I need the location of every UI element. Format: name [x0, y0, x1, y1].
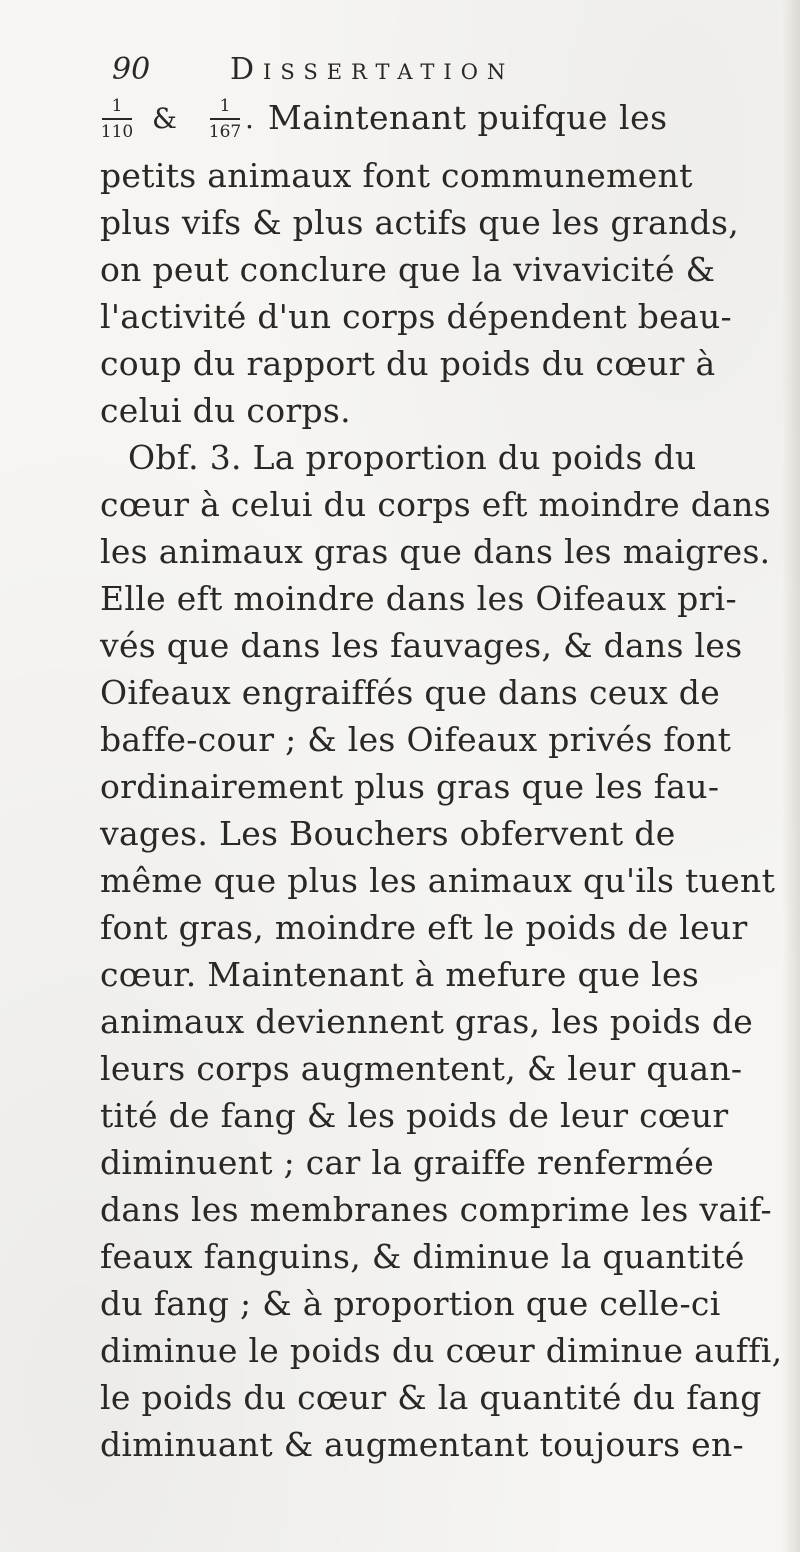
text-line: diminuant & augmentant toujours en- — [100, 1425, 745, 1464]
text-line: Oifeaux engraiffés que dans ceux de — [100, 673, 721, 712]
text-line: vages. Les Bouchers obfervent de — [100, 814, 676, 853]
text-line: font gras, moindre eft le poids de leur — [100, 908, 748, 947]
text-line: dans les membranes comprime les vaif- — [100, 1190, 772, 1229]
text-line: les animaux gras que dans les maigres. — [100, 532, 771, 571]
ampersand: & — [152, 102, 177, 135]
text-line: leurs corps augmentent, & leur quan- — [100, 1049, 743, 1088]
text-line: ordinairement plus gras que les fau- — [100, 767, 720, 806]
text-line: du fang ; & à proportion que celle-ci — [100, 1284, 721, 1323]
fraction-denominator: 167 — [208, 122, 242, 142]
text-line: animaux deviennent gras, les poids de — [100, 1002, 754, 1041]
fraction-denominator: 110 — [100, 122, 134, 142]
page-edge-shadow — [782, 0, 800, 1552]
text-line: le poids du cœur & la quantité du fang — [100, 1378, 762, 1417]
text-line: l'activité d'un corps dépendent beau- — [100, 297, 732, 336]
fraction-one-110 — [100, 96, 134, 142]
opening-line-text: Maintenant puifque les — [268, 98, 668, 137]
running-title: Dissertation — [230, 52, 515, 87]
text-line: on peut conclure que la vivavicité & — [100, 250, 716, 289]
text-line: plus vifs & plus actifs que les grands, — [100, 203, 740, 242]
fraction-one-167 — [208, 96, 242, 142]
text-line: baffe-cour ; & les Oifeaux privés font — [100, 720, 732, 759]
page-number: 90 — [112, 52, 151, 87]
text-line: même que plus les animaux qu'ils tuent — [100, 861, 776, 900]
fraction-numerator: 1 — [111, 96, 123, 116]
text-line: vés que dans les fauvages, & dans les — [100, 626, 743, 665]
opening-line — [100, 96, 760, 156]
text-line: tité de fang & les poids de leur cœur — [100, 1096, 729, 1135]
text-line: petits animaux font communement — [100, 156, 693, 195]
fraction-bar — [102, 118, 132, 120]
text-line: diminue le poids du cœur diminue auffi, — [100, 1331, 783, 1370]
text-line: feaux fanguins, & diminue la quantité — [100, 1237, 745, 1276]
text-line-observation: Obf. 3. La proportion du poids du — [128, 438, 697, 477]
text-line: Elle eft moindre dans les Oifeaux pri- — [100, 579, 737, 618]
text-line: diminuent ; car la graiffe renfermée — [100, 1143, 715, 1182]
text-line: cœur à celui du corps eft moindre dans — [100, 485, 771, 524]
text-line: coup du rapport du poids du cœur à — [100, 344, 716, 383]
text-line: celui du corps. — [100, 391, 351, 430]
fraction-bar — [210, 118, 240, 120]
text-line: cœur. Maintenant à mefure que les — [100, 955, 700, 994]
body-text — [100, 152, 783, 1468]
fraction-period: . — [245, 102, 254, 135]
fraction-numerator: 1 — [219, 96, 231, 116]
page-header — [100, 52, 740, 92]
